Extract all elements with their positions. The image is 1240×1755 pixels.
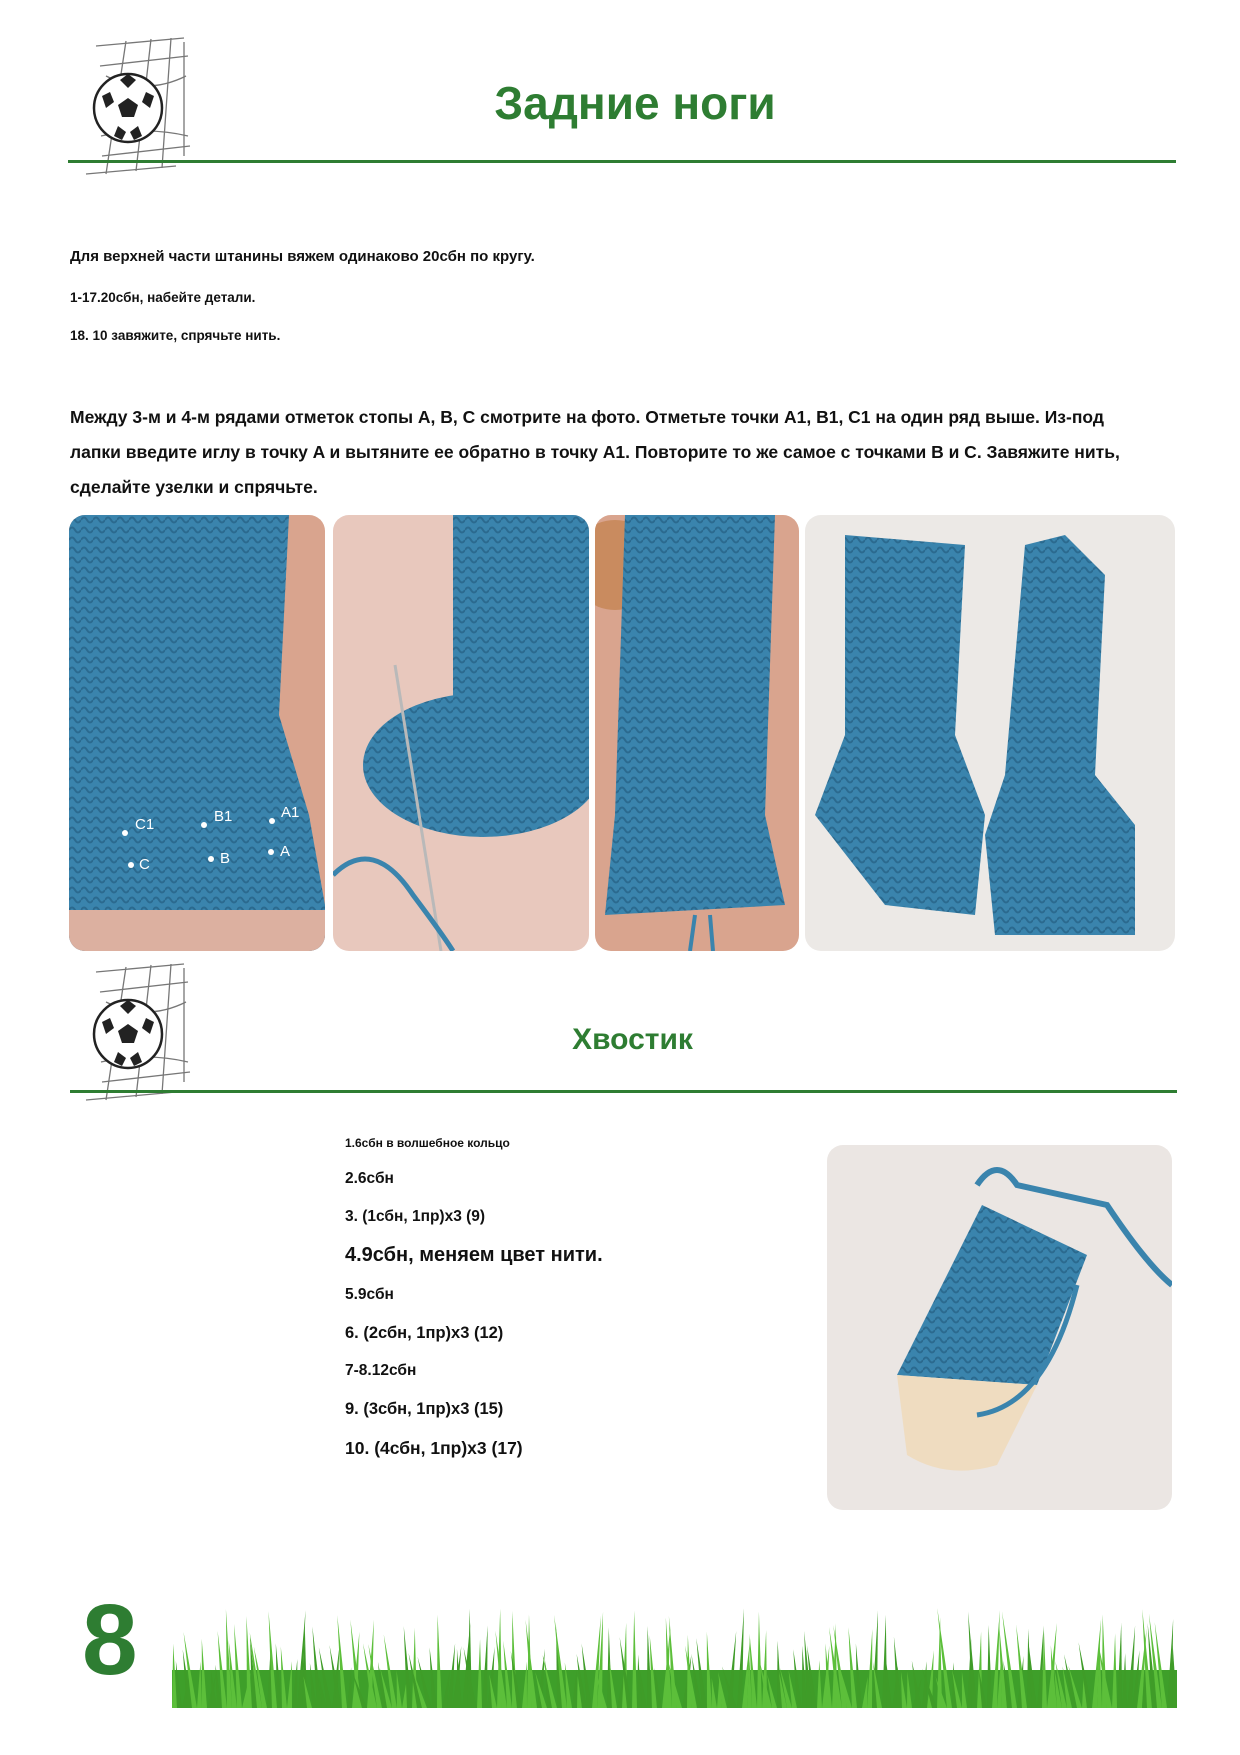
marker-label-b: B bbox=[220, 850, 231, 867]
legs-pair-photo bbox=[805, 515, 1175, 951]
marker-label-b1: B1 bbox=[214, 808, 233, 825]
instructions-paragraph: Между 3-м и 4-м рядами отметок стопы A, B, C смотрите на фото. Отметьте точки A1, B1, C1 на один ряд выше. Из-под лапки введите иглу в точку A и вытяните ее обратно в точку A1. Повторите то же самое с точками B и C. Завяжите нить, сделайте узелки и спрячьте. bbox=[70, 407, 1120, 497]
tail-steps-list bbox=[345, 1130, 745, 1470]
section-title-hind-legs: Задние ноги bbox=[494, 77, 776, 129]
list-item: 5.9сбн bbox=[345, 1286, 394, 1303]
page-number: 8 bbox=[82, 1584, 138, 1696]
marker-label-a: A bbox=[280, 843, 291, 860]
leg-photo-needle bbox=[333, 515, 589, 951]
list-item: 4.9сбн, меняем цвет нити. bbox=[345, 1244, 603, 1266]
list-item: 1.6сбн в волшебное кольцо bbox=[345, 1136, 510, 1150]
grass-decoration bbox=[172, 1600, 1177, 1708]
tail-photo bbox=[827, 1145, 1172, 1510]
list-item: 10. (4сбн, 1пр)х3 (17) bbox=[345, 1438, 523, 1458]
list-item: 2.6сбн bbox=[345, 1170, 394, 1187]
soccer-ball-logo-icon bbox=[66, 36, 191, 176]
header-divider bbox=[70, 1090, 1177, 1093]
intro-text: Для верхней части штанины вяжем одинаково 20сбн по кругу. bbox=[70, 248, 535, 265]
header-divider bbox=[68, 160, 1176, 163]
soccer-ball-logo-icon bbox=[66, 962, 191, 1102]
marker-label-c: C bbox=[139, 856, 150, 873]
list-item: 3. (1сбн, 1пр)х3 (9) bbox=[345, 1208, 486, 1225]
section-title-tail: Хвостик bbox=[572, 1023, 693, 1056]
leg-photo-tied bbox=[595, 515, 799, 951]
leg-photo-markers bbox=[69, 515, 325, 951]
marker-label-a1: A1 bbox=[281, 804, 300, 821]
marker-label-c1: C1 bbox=[135, 816, 155, 833]
list-item: 9. (3сбн, 1пр)х3 (15) bbox=[345, 1400, 504, 1418]
list-item: 6. (2сбн, 1пр)х3 (12) bbox=[345, 1324, 504, 1342]
step-text: 1-17.20сбн, набейте детали. bbox=[70, 290, 256, 305]
step-text: 18. 10 завяжите, спрячьте нить. bbox=[70, 328, 281, 343]
list-item: 7-8.12сбн bbox=[345, 1362, 417, 1379]
